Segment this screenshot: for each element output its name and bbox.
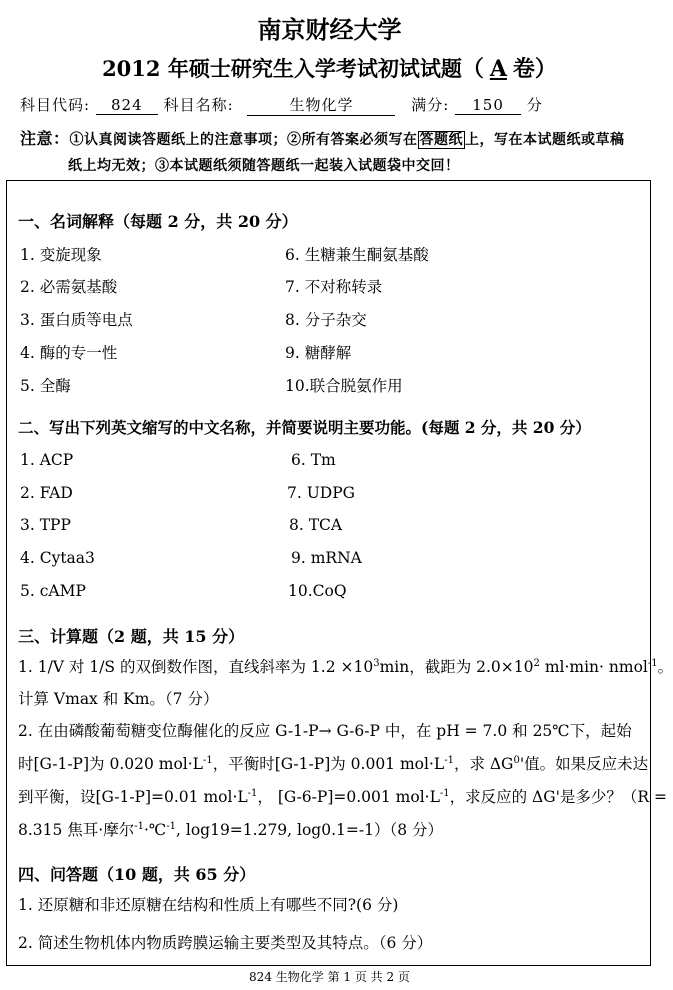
code-label: 科目代码: (20, 96, 91, 114)
s1-item: 3. 蛋白质等电点 (20, 311, 133, 329)
s2-item: 5. cAMP (20, 582, 86, 600)
question-frame (6, 180, 651, 966)
q-sup: -1 (134, 820, 144, 832)
s1-item: 10.联合脱氨作用 (285, 377, 403, 395)
exam-title (0, 52, 659, 83)
paper-open: （ (461, 56, 484, 82)
s1-item: 1. 变旋现象 (20, 246, 102, 264)
s2-item: 8. TCA (289, 516, 343, 534)
q-text: ，求反应的 ΔG'是多少？（R = (449, 788, 667, 806)
s2-item: 1. ACP (20, 451, 74, 469)
university-title: 南京财经大学 (257, 15, 402, 44)
notice-line-1 (20, 126, 625, 149)
q-text: ，求 ΔG (453, 755, 514, 773)
s1-item: 8. 分子杂交 (285, 311, 367, 329)
paper-suffix: 卷） (512, 56, 557, 82)
essay-question-1: 1. 还原糖和非还原糖在结构和性质上有哪些不同?(6 分) (18, 896, 399, 914)
q-text: ·℃ (143, 821, 167, 839)
q-sup: -1 (166, 820, 177, 832)
q-text: 1. 1/V 对 1/S 的双倒数作图，直线斜率为 1.2 ×10 (18, 658, 374, 676)
calc-question-2-line-4 (18, 818, 443, 840)
q-text: ， [G-6-P]=0.001 mol·L (257, 788, 440, 806)
notice-label: 注意： (20, 129, 70, 148)
notice-text-1a: ①认真阅读答题纸上的注意事项；②所有答案必须写在 (69, 132, 418, 148)
q-text: 时[G-1-P]为 0.020 mol·L (18, 755, 203, 773)
score-label: 满分: (411, 96, 450, 114)
calc-question-2-line-2 (18, 752, 648, 774)
q-text: '值。如果反应未达 (519, 755, 649, 773)
calc-question-2-line-1: 2. 在由磷酸葡萄糖变位酶催化的反应 G-1-P→ G-6-P 中，在 pH = 7.0 和 25℃下，起始 (18, 722, 632, 740)
q-sup: 0 (513, 754, 520, 766)
q-sup: -1 (444, 754, 454, 766)
subject-info (20, 94, 543, 116)
q-text: 8.315 焦耳·摩尔 (18, 821, 135, 839)
s2-item: 7. UDPG (287, 484, 356, 502)
notice-text-1b: 上，写在本试题纸或草稿 (465, 132, 625, 148)
s2-item: 9. mRNA (291, 549, 362, 567)
calc-question-1 (18, 655, 673, 677)
page-footer: 824 生物化学 第 1 页 共 2 页 (249, 970, 410, 984)
q-sup: 2 (533, 657, 540, 669)
exam-title-text: 2012 年硕士研究生入学考试初试试题 (102, 56, 462, 81)
s1-item: 4. 酶的专一性 (20, 344, 118, 362)
name-label: 科目名称: (163, 96, 234, 114)
s1-item: 2. 必需氨基酸 (20, 278, 118, 296)
q-text: , log19=1.279, log0.1=-1）（8 分） (176, 821, 444, 839)
q-sup: -1 (647, 657, 658, 669)
score-value: 150 (455, 96, 521, 115)
notice-boxed-text: 答题纸 (419, 132, 464, 148)
section-1-title: 一、名词解释（每题 2 分，共 20 分） (18, 212, 298, 231)
calc-question-2-line-3 (18, 785, 667, 807)
q-sup: -1 (202, 754, 213, 766)
s2-item: 4. Cytaa3 (20, 549, 95, 567)
q-text: 到平衡，设[G-1-P]=0.01 mol·L (18, 788, 248, 806)
s2-item: 3. TPP (20, 516, 71, 534)
notice-line-2: 纸上均无效；③本试题纸须随答题纸一起装入试题袋中交回！ (68, 158, 460, 174)
s2-item: 6. Tm (291, 451, 336, 469)
s1-item: 7. 不对称转录 (285, 278, 383, 296)
s2-item: 2. FAD (20, 484, 73, 502)
code-value: 824 (96, 96, 158, 115)
essay-question-2: 2. 简述生物机体内物质跨膜运输主要类型及其特点。（6 分） (18, 934, 433, 952)
q-sup: 3 (373, 657, 380, 669)
section-2-title: 二、写出下列英文缩写的中文名称，并简要说明主要功能。(每题 2 分，共 20 分） (18, 418, 591, 437)
paper-letter: A (489, 56, 507, 82)
q-sup: -1 (439, 787, 450, 799)
s2-item: 10.CoQ (288, 582, 347, 600)
q-sup: -1 (247, 787, 258, 799)
s1-item: 6. 生糖兼生酮氨基酸 (285, 246, 429, 264)
calc-question-1-line-2: 计算 Vmax 和 Km。（7 分） (18, 690, 219, 708)
section-4-title: 四、问答题（10 题，共 65 分） (18, 865, 256, 884)
s1-item: 9. 糖酵解 (285, 344, 352, 362)
q-text: 。 (657, 658, 673, 676)
q-text: min，截距为 2.0×10 (379, 658, 534, 676)
q-text: ，平衡时[G-1-P]为 0.001 mol·L (212, 755, 445, 773)
section-3-title: 三、计算题（2 题，共 15 分） (18, 627, 245, 646)
name-value: 生物化学 (247, 94, 395, 116)
s1-item: 5. 全酶 (20, 377, 71, 395)
q-text: ml·min· nmol (539, 658, 648, 676)
score-unit: 分 (526, 96, 543, 114)
